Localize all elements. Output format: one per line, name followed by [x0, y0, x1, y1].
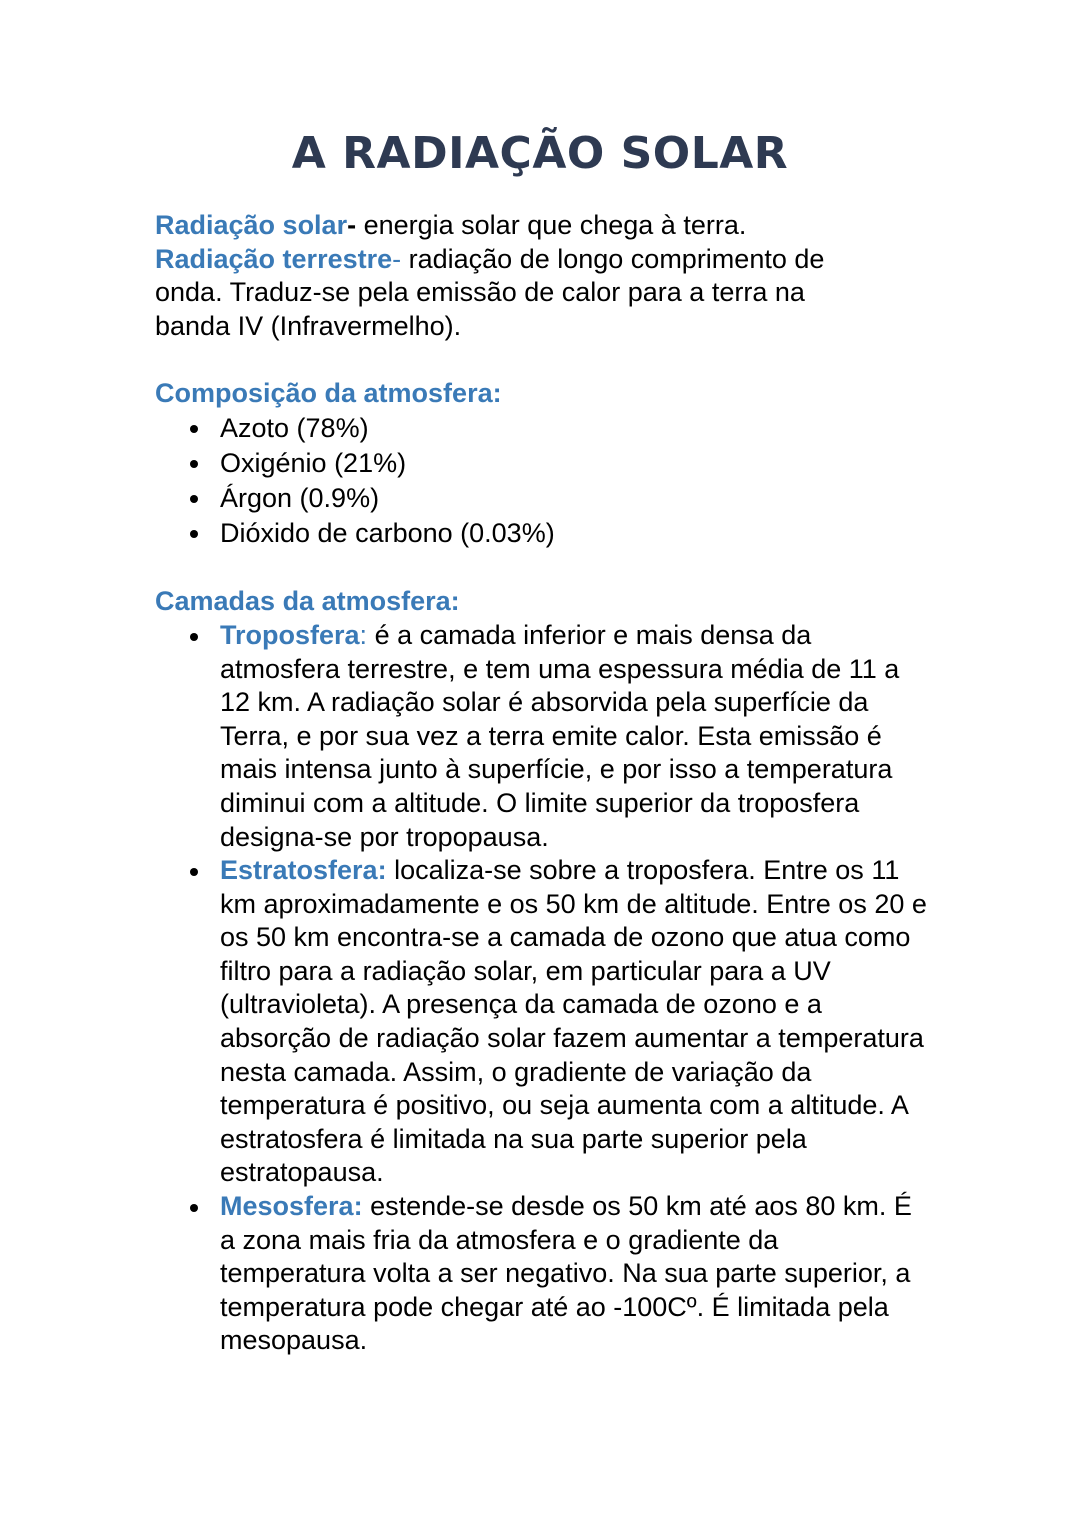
term: Radiação solar [155, 210, 348, 240]
layers-list [155, 619, 930, 1358]
composition-list [155, 411, 955, 552]
definition-radiacao-solar: Radiação solar- energia solar que chega à terra. [155, 210, 747, 240]
page-title: A RADIAÇÃO SOLAR [291, 128, 789, 179]
term: Radiação terrestre [155, 243, 393, 274]
list-item: Dióxido de carbono (0.03%) [155, 516, 955, 551]
definition-radiacao-terrestre: Radiação terrestre- radiação de longo comprimento de onda. Traduz-se pela emissão de calor para a terra na banda IV (Infravermelho). [155, 243, 825, 341]
list-item: Azoto (78%) [155, 411, 955, 446]
list-item: Árgon (0.9%) [155, 481, 955, 516]
list-item-mesosfera: Mesosfera: estende-se desde os 50 km até aos 80 km. É a zona mais fria da atmosfera e o gradiente da temperatura volta a ser negativo. Na sua parte superior, a temperatura pode chegar até ao -100Cº. É limitada pela mesopausa. [155, 1190, 930, 1358]
layers-heading: Camadas da atmosfera: [155, 586, 460, 617]
list-item-estratosfera: Estratosfera: localiza-se sobre a troposfera. Entre os 11 km aproximadamente e os 50 km de altitude. Entre os 20 e os 50 km encontra-se a camada de ozono que atua como filtro para a radiação solar, em particular para a UV (ultravioleta). A presença da camada de ozono e a absorção de radiação solar fazem aumentar a temperatura nesta camada. Assim, o gradiente de variação da temperatura é positivo, ou seja aumenta com a altitude. A estratosfera é limitada na sua parte superior pela estratopausa. [155, 854, 930, 1190]
document-body [155, 209, 955, 1358]
list-item: Oxigénio (21%) [155, 446, 955, 481]
list-item-troposfera: Troposfera: é a camada inferior e mais densa da atmosfera terrestre, e tem uma espessura média de 11 a 12 km. A radiação solar é absorvida pela superfície da Terra, e por sua vez a terra emite calor. Esta emissão é mais intensa junto à superfície, e por isso a temperatura diminui com a altitude. O limite superior da troposfera designa-se por tropopausa. [155, 619, 930, 854]
composition-heading: Composição da atmosfera: [155, 377, 502, 408]
